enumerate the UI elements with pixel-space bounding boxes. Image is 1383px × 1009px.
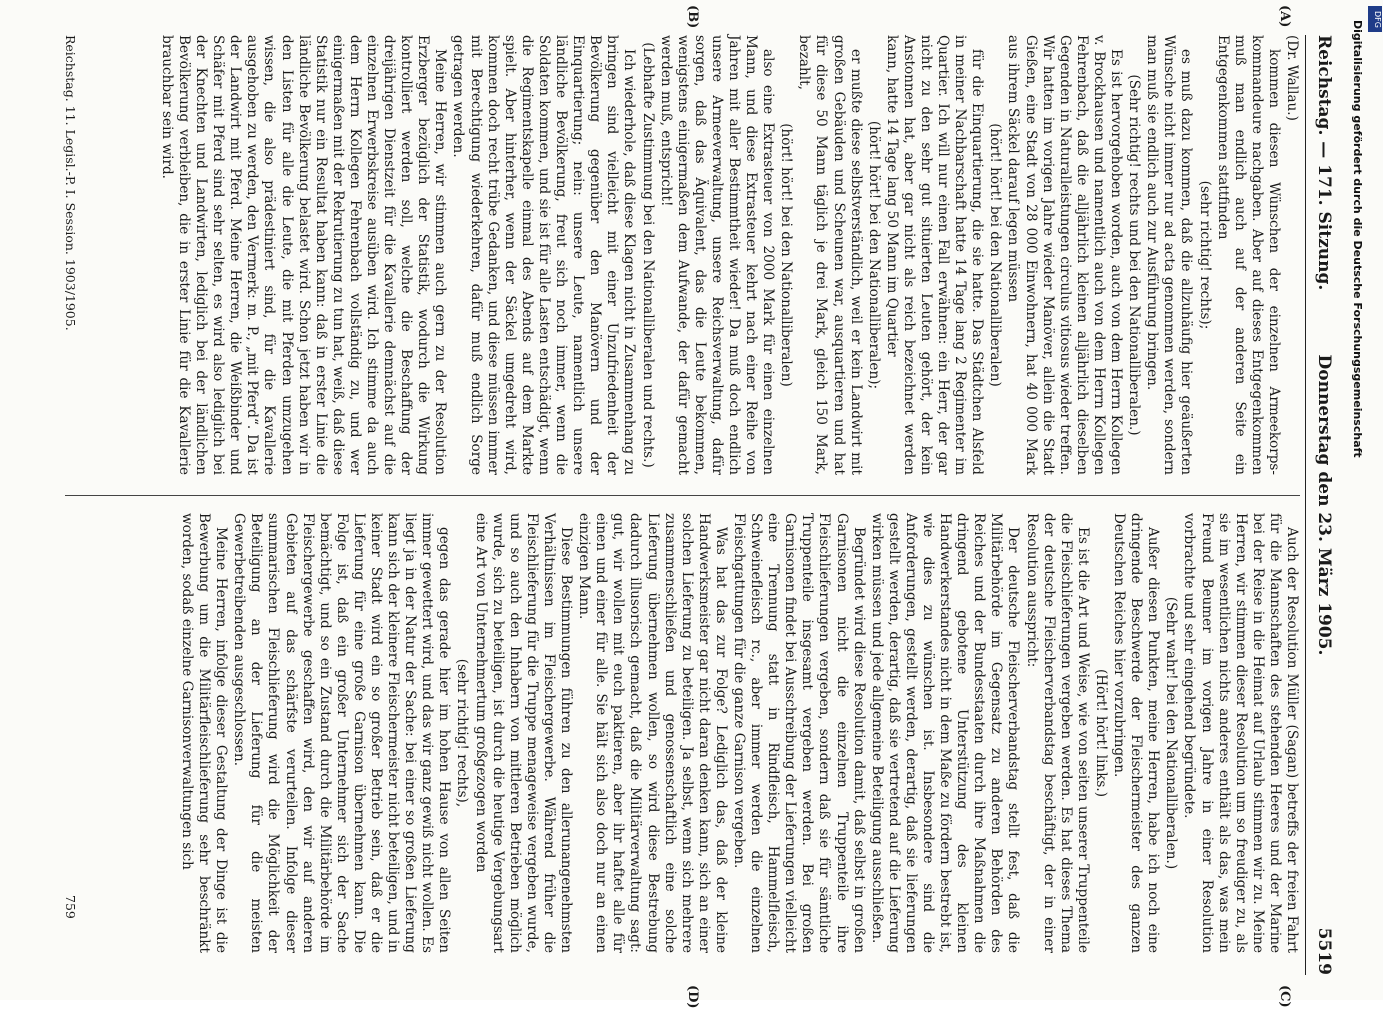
- paragraph: (Sehr wahr! bei den Nationalliberalen.): [1163, 596, 1180, 870]
- paragraph: Begründet wird diese Resolution damit, daß selbst in großen Garnisonen nicht die einzelnen Truppenteile ihre Fleischlieferungen vergeben, sondern daß sie für sämtliche Truppenteile insgesamt vergeben werden. Bei großen Garnisonen findet bei Ausschreibung der Lieferungen vielleicht eine Trennung statt in Rindfleisch, Hammelfleisch, Schweinefleisch rc., aber immer werden die einzelnen Fleischgattungen für die ganze Garnison vergeben.: [731, 513, 867, 953]
- footer-number: 759: [63, 895, 78, 919]
- right-column: [177, 513, 1300, 953]
- paragraph: es muß dazu kommen, daß die allzuhäufig hier geäußerten Wünsche nicht immer nur ad acta genommen werden, sondern man muß sie endlich auch zur Ausführung bringen.: [1144, 35, 1195, 475]
- speaker-label: (Dr. Wallau.): [1284, 35, 1300, 121]
- header-left: Reichstag. — 171. Sitzung.: [1314, 35, 1334, 291]
- dfg-logo: DFG: [1368, 6, 1382, 32]
- paragraph: (sehr richtig! rechts),: [454, 658, 471, 808]
- paragraph: Meine Herren, wir stimmen auch gern zu der Resolution Erzberger bezüglich der Statistik, wodurch die Wirkung kontrolliert werden soll, welche die Beschaffung der dreijährigen Dienstzeit für die Kavallerie demnächst auf die einzelnen Erwerbskreise ausüben wird. Ich stimme da auch dem Herrn Kollegen Fehrenbach vollständig zu, und wer einigermaßen mit der Rekrutierung zu tun hat, weiß, daß diese Statistik nur ein Resultat haben kann: daß in erster Linie die ländliche Bevölkerung belastet wird. Schon jetzt haben wir in den Listen für alle die Leute, die mit Pferden umzugehen wissen, die also prädestiniert sind, für die Kavallerie ausgehoben zu werden, den Vermerk: m. P., „mit Pferd“. Da ist der Landwirt mit Pferd. Meine Herren, die Weißbinder und Schäfer mit Pferd sind sehr selten, es wird also lediglich bei der Knechten und Landwirten, lediglich bei der ländlichen Bevölkerung verbleiben, die in erster Linie für die Kavallerie brauchbar sein wird.: [158, 35, 449, 475]
- paragraph: kommen diesen Wünschen der einzelnen Armeekorps-kommandeure nachgaben. Aber auf dieses Entgegenkommen muß man endlich auch auf der anderen Seite ein Entgegenkommen stattfinden: [1214, 35, 1282, 475]
- digitization-credit: Digitalisierung gefördert durch die Deutsche Forschungsgemeinschaft: [1351, 20, 1364, 458]
- paragraph: Es ist hervorgehoben worden, auch von dem Herrn Kollegen v. Brockhausen und namentlich auch von dem Herrn Kollegen Fehrenbach, daß die alljährlich kleinen alljährlich dieselben Gegenden in Naturalleistungen circulus vitiosus wieder treffen. Wir hatten im vorigen Jahre wieder Manöver, allein die Stadt Gießen, eine Stadt von 28 000 Einwohnern, hat 40 000 Mark aus ihrem Säckel darauf legen müssen: [1005, 35, 1125, 475]
- paragraph: (hört! hört! bei den Nationalliberalen): [987, 123, 1004, 387]
- paragraph: Der deutsche Fleischerverbandstag stellt fest, daß die Militärbehörde im Gegensatz zu anderen Behörden des Reiches und der Bundesstaaten durch ihre Maßnahmen die dringend gebotene Unterstützung des kleinen Handwerkerstandes nicht in dem Maße zu fördern bestrebt ist, wie dies zu wünschen ist. Insbesondere sind die Anforderungen, gestellt werden, derartig, daß sie lieferungen gestellt werden, derartig, daß sie vertretend auf die Lieferung wirken müssen und jede allgemeine Beteiligung ausschließen.: [868, 513, 1022, 953]
- paragraph: Außer diesen Punkten, meine Herren, habe ich noch eine dringende Beschwerde der Fleischermeister des ganzen Deutschen Reiches hier vorzubringen.: [1111, 513, 1162, 953]
- paragraph: Ich wiederhole, daß diese Klagen nicht in Zusammenhang zu bringen sind vielleicht mit einer Unzufriedenheit der Bevölkerung gegenüber den Manövern und der Einquartierung; nein: unsere Leute, namentlich unsere ländliche Bevölkerung, freut sich noch immer, wenn die Soldaten kommen, und sie ist für alle Lasten entschädigt, wenn die Regimentskapelle einmal des Abends auf dem Markte spielt. Aber hinterher, wenn der Säckel umgedreht wird, kommen doch recht trübe Gedanken, und diese müssen immer mit Berechtigung wiederkehren, dafür muß endlich Sorge getragen werden.: [450, 35, 638, 475]
- paragraph: (Hört! hört! links.): [1092, 668, 1109, 798]
- left-column: [157, 35, 1300, 475]
- paragraph: (hört! hört! bei den Nationalliberalen): [778, 123, 795, 387]
- paragraph: gegen das gerade hier im hohen Hause von allen Seiten immer gewettert wird, und das wir ganz gewiß nicht wollen. Es liegt ja in der Natur der Sache: bei einer so großen Lieferung kann sich der kleinere Fleischermeister nicht beteiligen, und in keiner Stadt wird ein so großer Betrieb sein, daß er die Lieferung für eine große Garnison übernehmen kann. Die Folge ist, daß ein großer Unternehmer sich der Sache bemächtigt, und so ein Zustand durch die Militärbehörde im Fleischergewerbe geschaffen wird, den wir auf anderen Gebieten auf das schärfste verurteilen. Infolge dieser summarischen Fleischlieferung wird die Möglichkeit der Beteiligung an der Lieferung für die meisten Gewerbetreibenden ausgeschlossen.: [231, 513, 453, 953]
- header-center: Donnerstag den 23. März 1905.: [1314, 354, 1334, 656]
- paragraph: Was hat das zur Folge? Lediglich das, daß der kleine Handwerksmeister gar nicht daran denken kann, sich an einer solchen Lieferung zu beteiligen. Ja selbst, wenn sich mehrere zusammenschließen und genossenschaftlich eine solche Lieferung übernehmen wollen, so wird diese Bestrebung dadurch illusorisch gemacht, daß die Militärverwaltung sagt: gut, wir wollen mit euch paktieren, aber ihr haftet alle für einen und einer für alle. Sie hält sich also doch nur an einen einzigen Mann.: [576, 513, 729, 953]
- rotated-page-content: [50, 5, 1340, 1009]
- paragraph: (Lebhafte Zustimmung bei den Nationalliberalen und rechts.): [639, 42, 656, 468]
- margin-mark-b: (B): [685, 5, 700, 29]
- paragraph: Meine Herren, infolge dieser Gestaltung der Dinge ist die Bewerbung um die Militärfleischlieferung sehr beschränkt worden, sodaß einzelne Garnisonverwaltungen sich: [179, 513, 230, 953]
- margin-mark-c: (C): [1277, 985, 1292, 1008]
- footer-session: Reichstag. 11. Legisl.-P. I. Session. 1903/1905.: [63, 35, 78, 331]
- margin-mark-d: (D): [685, 985, 700, 1009]
- paragraph: für die Einquartierung, die sie hatte. Das Städtchen Alsfeld in meiner Nachbarschaft hatte 14 Tage lang 2 Regimenter im Quartier. Ich will nur einen Fall erwähnen: ein Herr, der gar nicht zu den sehr gut situierten Leuten gehört, der kein Anstonnen hat, aber gar nicht als reich bezeichnet werden kann, hatte 14 Tage lang 50 Mann im Quartier: [883, 35, 986, 475]
- paragraph: (hört! hört! bei den Nationalliberalen);: [865, 120, 882, 390]
- paragraph: Auch der Resolution Müller (Sagan) betreffs der freien Fahrt für die Mannschaften des stehenden Heeres und der Marine bei der Reise in die Heimat auf Urlaub stimmen wir zu. Meine Herren, wir stimmen dieser Resolution um so freudiger zu, als sie im wesentlichen nichts anderes enthält als das, was mein Freund Beumer im vorigen Jahre in einer Resolution vorbrachte und sehr eingehend begründete.: [1181, 513, 1300, 953]
- paragraph: Diese Bestimmungen führen zu den allerunangenehmsten Verhältnissen im Fleischergewerbe. Während früher die Fleischlieferung für die Truppe menageweise vergeben wurde, und so auch den Inhabern von mittleren Betrieben möglich wurde, sich zu beteiligen, ist durch die heutige Vergebungsart eine Art von Unternehmertum großgezogen worden: [472, 513, 575, 953]
- paragraph: Es ist die Art und Weise, wie von seiten unserer Truppenteile die Fleischlieferungen vergeben werden. Es hat dieses Thema der deutsche Fleischerverbandstag beschäftigt, der in einer Resolution ausspricht:: [1023, 513, 1091, 953]
- margin-mark-a: (A): [1277, 5, 1292, 28]
- paragraph: er mußte diese selbstverständlich, weil er kein Landwirt mit großen Gebäuden und Scheunen war, ausquartieren und hat für diese 50 Mann täglich je drei Mark, gleich 150 Mark, bezahlt,: [796, 35, 864, 475]
- paragraph: (Sehr richtig! rechts und bei den Nationalliberalen.): [1126, 74, 1143, 436]
- paragraph: also eine Extrasteuer von 2000 Mark für einen einzelnen Mann, und diese Extrasteuer kehrt nach einer Reihe von Jahren mit aller Bestimmtheit wieder! Da muß doch endlich unsere Armeeverwaltung, unsere Reichsverwaltung, dafür sorgen, daß das Äquivalent, das die Leute bekommen, wenigstens einigermaßen dem Aufwande, der dafür gemacht werden muß, entspricht!: [657, 35, 777, 475]
- page-number: 5519: [1314, 927, 1334, 975]
- column-divider: [65, 495, 1300, 496]
- paragraph: (sehr richtig! rechts);: [1196, 180, 1213, 330]
- running-header: [1305, 35, 1340, 975]
